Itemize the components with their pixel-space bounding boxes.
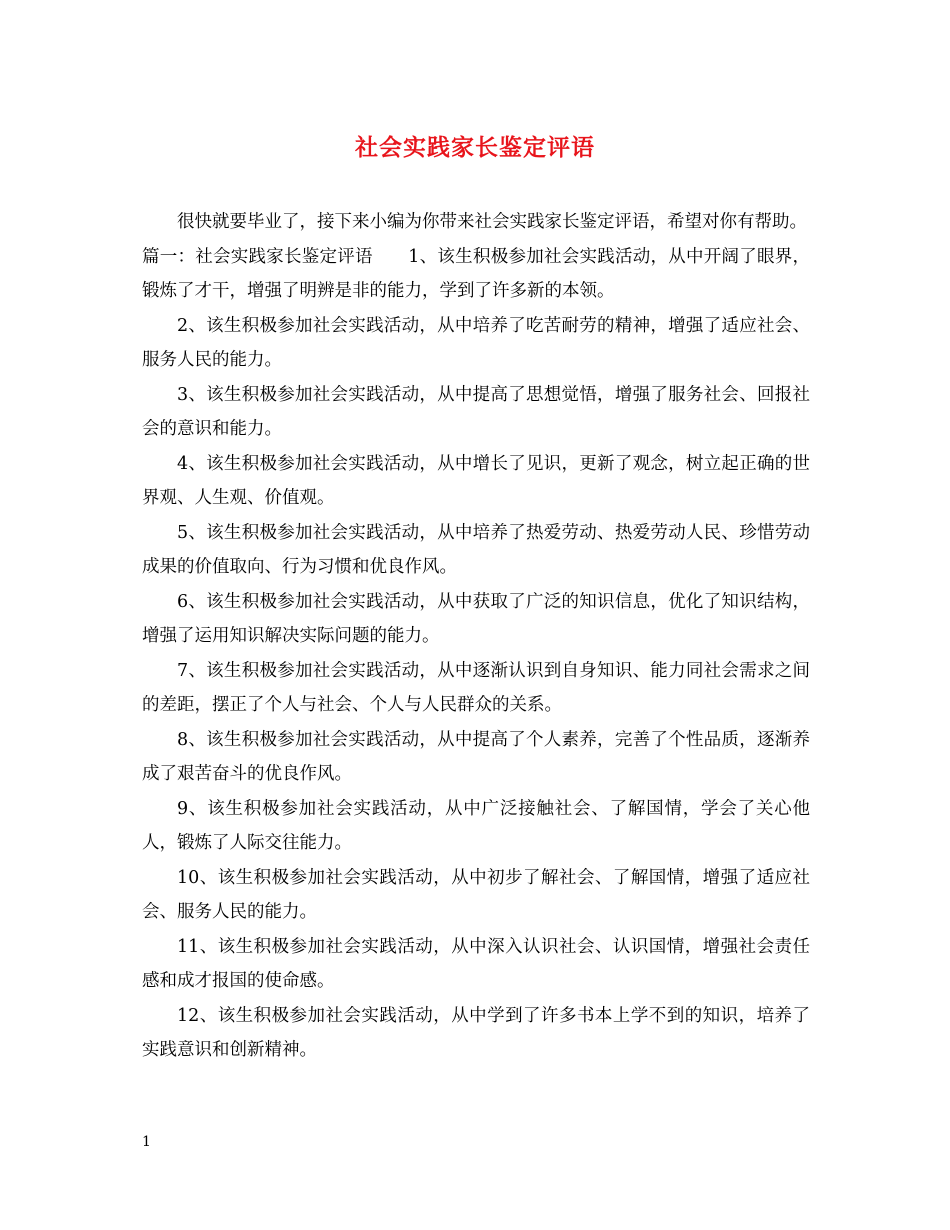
paragraph-item-3: 3、该生积极参加社会实践活动，从中提高了思想觉悟，增强了服务社会、回报社会的意识和能力。 — [142, 384, 810, 439]
paragraph-item-2: 2、该生积极参加社会实践活动，从中培养了吃苦耐劳的精神，增强了适应社会、服务人民的能力。 — [142, 315, 810, 370]
document-title: 社会实践家长鉴定评语 — [355, 134, 595, 161]
document-body — [142, 205, 810, 1068]
paragraph-item-10: 10、该生积极参加社会实践活动，从中初步了解社会、了解国情，增强了适应社会、服务人民的能力。 — [142, 867, 810, 922]
paragraph-item-9: 9、该生积极参加社会实践活动，从中广泛接触社会、了解国情，学会了关心他人，锻炼了人际交往能力。 — [142, 798, 810, 853]
paragraph-item-12: 12、该生积极参加社会实践活动，从中学到了许多书本上学不到的知识，培养了实践意识和创新精神。 — [142, 1005, 810, 1060]
paragraph-item-5: 5、该生积极参加社会实践活动，从中培养了热爱劳动、热爱劳动人民、珍惜劳动成果的价值取向、行为习惯和优良作风。 — [142, 522, 810, 577]
paragraph-intro: 很快就要毕业了，接下来小编为你带来社会实践家长鉴定评语，希望对你有帮助。 — [177, 212, 807, 232]
paragraph-item-8: 8、该生积极参加社会实践活动，从中提高了个人素养，完善了个性品质，逐渐养成了艰苦奋斗的优良作风。 — [142, 729, 810, 784]
page-number: 1 — [142, 1134, 151, 1150]
paragraph-item-6: 6、该生积极参加社会实践活动，从中获取了广泛的知识信息，优化了知识结构，增强了运用知识解决实际问题的能力。 — [142, 591, 810, 646]
paragraph-item-4: 4、该生积极参加社会实践活动，从中增长了见识，更新了观念，树立起正确的世界观、人生观、价值观。 — [142, 453, 810, 508]
paragraph-item-7: 7、该生积极参加社会实践活动，从中逐渐认识到自身知识、能力同社会需求之间的差距，摆正了个人与社会、个人与人民群众的关系。 — [142, 660, 810, 715]
paragraph-item-11: 11、该生积极参加社会实践活动，从中深入认识社会、认识国情，增强社会责任感和成才报国的使命感。 — [142, 936, 810, 991]
paragraph-section-1: 篇一：社会实践家长鉴定评语 1、该生积极参加社会实践活动，从中开阔了眼界，锻炼了才干，增强了明辨是非的能力，学到了许多新的本领。 — [142, 246, 810, 301]
